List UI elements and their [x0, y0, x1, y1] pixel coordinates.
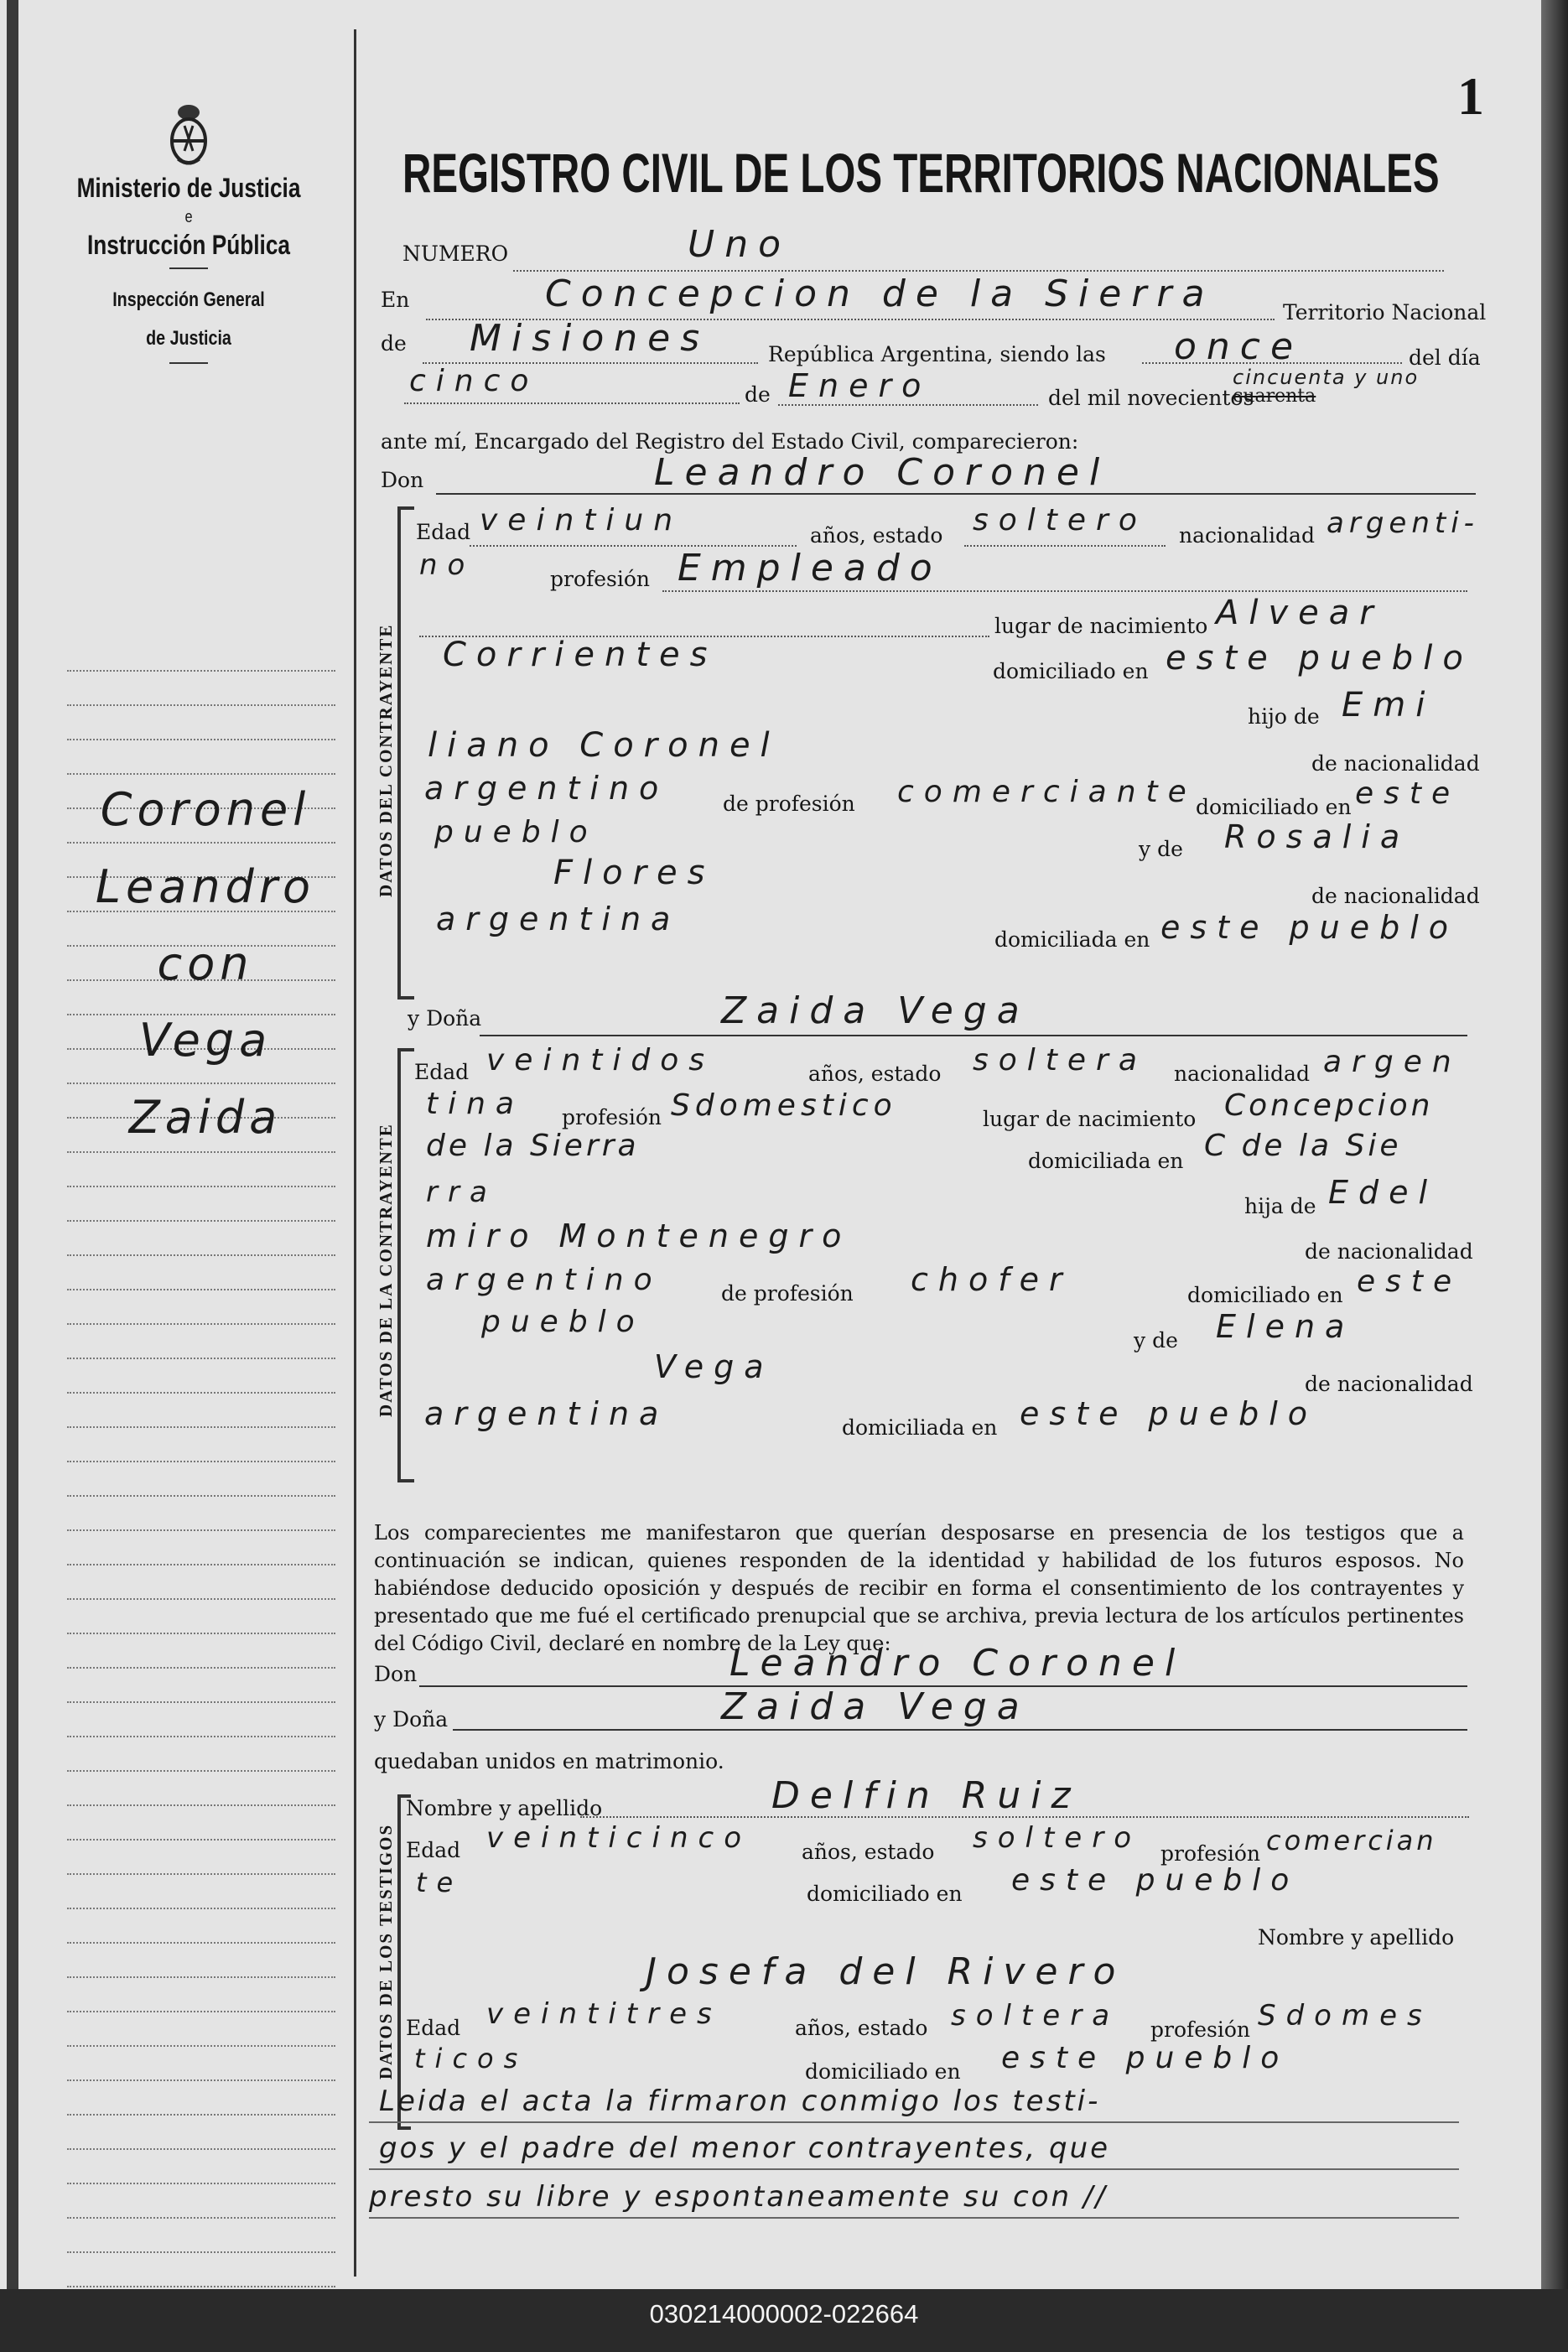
y-de-label: y de [1139, 837, 1183, 861]
anos-estado-label: años, estado [802, 1840, 935, 1864]
groom-father-cont: liano Coronel [428, 726, 780, 765]
don-label: Don [381, 468, 424, 492]
domiciliado-label: domiciliado en [1187, 1283, 1343, 1307]
year-written: cincuenta y uno [1233, 366, 1420, 389]
domiciliado-en-label: domiciliado en [1196, 795, 1352, 819]
witness2-profession-cont: ticos [414, 2043, 528, 2074]
bride-side-label: DATOS DE LA CONTRAYENTE [376, 1123, 396, 1417]
bride-mother-cont: Vega [654, 1348, 774, 1385]
closing-line: presto su libre y espontaneamente su con // [369, 2180, 1108, 2214]
writing-rule [369, 2168, 1459, 2170]
witness2-profession: Sdomes [1258, 1999, 1432, 2033]
anos-estado-label: años, estado [808, 1062, 942, 1086]
de-nacionalidad-label: de nacionalidad [1311, 884, 1480, 908]
groom-birthplace: Alvear [1216, 594, 1384, 632]
lugar-label: lugar de nacimiento [994, 614, 1208, 638]
bride-birthplace-cont: de la Sierra [426, 1129, 640, 1163]
bride-age: veintidos [486, 1043, 715, 1077]
margin-note-line: Zaida [128, 1091, 283, 1145]
dona-label: y Doña [408, 1006, 482, 1031]
name-rule [480, 1035, 1467, 1036]
profesion-label: profesión [1160, 1841, 1261, 1866]
domiciliado-label: domiciliado en [993, 659, 1149, 683]
bride-father-cont: miro Montenegro [426, 1218, 852, 1254]
witness-side-label: DATOS DE LOS TESTIGOS [376, 1823, 396, 2079]
bride-domicile-cont: rra [426, 1176, 497, 1209]
edad-label: Edad [414, 1060, 470, 1084]
domiciliado-label: domiciliado en [807, 1882, 963, 1906]
fill-line [964, 545, 1166, 547]
don-label: Don [374, 1662, 418, 1686]
numero-label: NUMERO [402, 241, 509, 266]
bride-father-domicile: este [1357, 1264, 1462, 1299]
de-nacionalidad-label: de nacionalidad [1305, 1239, 1473, 1264]
groom-name: Leandro Coronel [654, 451, 1110, 494]
de-nacionalidad-label: de nacionalidad [1305, 1372, 1473, 1396]
book-edge [1541, 0, 1568, 2289]
bride-status: soltera [973, 1043, 1147, 1077]
ministry-line-2: Instrucción Pública [86, 229, 291, 260]
del-mil-label: del mil novecientos [1048, 386, 1254, 410]
margin-rule [354, 29, 356, 2277]
bride-mother: Elena [1216, 1308, 1355, 1345]
fill-line [404, 402, 740, 404]
groom-father-profession: comerciante [897, 775, 1197, 809]
divider [169, 267, 208, 269]
day: cinco [409, 364, 539, 398]
profesion-label: profesión [550, 567, 651, 591]
ante-mi-text: ante mí, Encargado del Registro del Estado Civil, comparecieron: [381, 429, 1079, 454]
bride-father-profession: chofer [911, 1261, 1072, 1298]
hija-label: hija de [1244, 1194, 1316, 1218]
de-nacionalidad-label: de nacionalidad [1311, 751, 1480, 776]
record-number: Uno [688, 223, 792, 266]
margin-note-line: Leandro [95, 859, 316, 913]
groom-bracket [397, 506, 414, 999]
declared-groom: Leandro Coronel [729, 1642, 1186, 1685]
lugar-label: lugar de nacimiento [983, 1107, 1197, 1131]
domiciliada-label: domiciliada en [1028, 1149, 1184, 1173]
domiciliada-en-label: domiciliada en [842, 1415, 998, 1440]
nombre-label: Nombre y apellido [406, 1796, 603, 1820]
margin-note-line: Vega [138, 1014, 273, 1067]
witness1-name: Delfin Ruiz [771, 1774, 1081, 1817]
margin-annotation [75, 771, 335, 1156]
witness1-domicile: este pueblo [1011, 1863, 1300, 1898]
profesion-label: profesión [562, 1105, 662, 1129]
groom-mother-domicile: este pueblo [1160, 909, 1459, 946]
declared-bride: Zaida Vega [721, 1685, 1030, 1728]
bride-birthplace: Concepcion [1224, 1088, 1434, 1123]
witness2-status: soltera [951, 1999, 1120, 2033]
inspection-name [61, 281, 315, 357]
ministry-line-1: Ministerio de Justicia [76, 173, 301, 203]
bride-nationality: argen [1323, 1045, 1462, 1079]
de-profesion-label: de profesión [723, 792, 855, 816]
image-id: 030214000002-022664 [649, 2299, 919, 2329]
domiciliada-label: domiciliada en [994, 927, 1150, 952]
month: Enero [788, 367, 932, 404]
groom-mother-nationality: argentina [436, 901, 681, 937]
witness1-profession: comercian [1266, 1825, 1437, 1856]
republica-label: República Argentina, siendo las [768, 342, 1106, 366]
groom-birthplace-cont: Corrientes [443, 636, 718, 674]
quedaban-text: quedaban unidos en matrimonio. [374, 1749, 724, 1773]
page-title: REGISTRO CIVIL DE LOS TERRITORIOS NACIONALES [402, 142, 1440, 204]
witness2-domicile: este pueblo [1001, 2041, 1290, 2075]
bride-bracket [397, 1048, 414, 1482]
bride-father: Edel [1328, 1174, 1438, 1211]
en-label: En [381, 288, 410, 312]
witness1-status: soltero [973, 1821, 1141, 1855]
edad-label: Edad [406, 1838, 461, 1862]
territory: Misiones [470, 317, 710, 360]
ministry-name [61, 171, 315, 262]
witness1-age: veinticinco [486, 1821, 751, 1855]
y-de-label: y de [1134, 1328, 1178, 1353]
anos-estado-label: años, estado [810, 523, 943, 548]
divider [169, 362, 208, 364]
groom-profession: Empleado [678, 547, 942, 589]
closing-line: gos y el padre del menor contrayentes, que [379, 2131, 1111, 2165]
hour: once [1174, 325, 1304, 368]
groom-mother-cont: Flores [553, 854, 715, 892]
groom-father-nationality: argentino [424, 770, 669, 807]
witness2-age: veintitres [486, 1997, 722, 2031]
edad-label: Edad [416, 520, 471, 544]
hijo-label: hijo de [1248, 704, 1320, 729]
groom-mother: Rosalia [1224, 818, 1410, 855]
inspection-line-2: de Justicia [146, 326, 231, 350]
groom-father-domicile-cont: pueblo [434, 815, 598, 849]
bride-domicile: C de la Sie [1204, 1129, 1402, 1163]
nacionalidad-label: nacionalidad [1174, 1062, 1310, 1086]
de-label: de [381, 331, 407, 356]
territorio-label: Territorio Nacional [1283, 300, 1487, 325]
profesion-label: profesión [1150, 2017, 1251, 2042]
de-mes-label: de [745, 382, 771, 407]
edad-label: Edad [406, 2016, 461, 2040]
dona-label: y Doña [374, 1707, 449, 1732]
groom-age: veintiun [480, 503, 683, 537]
place: Concepcion de la Sierra [545, 273, 1215, 315]
fill-line [513, 270, 1444, 272]
nacionalidad-label: nacionalidad [1179, 523, 1315, 548]
groom-father-domicile: este [1355, 776, 1461, 811]
groom-side-label: DATOS DEL CONTRAYENTE [376, 623, 396, 897]
bride-mother-domicile: este pueblo [1020, 1395, 1318, 1432]
bride-profession: Sdomestico [671, 1088, 897, 1123]
fill-line [778, 404, 1038, 406]
groom-status: soltero [973, 503, 1147, 537]
ministry-connector: e [184, 207, 193, 226]
groom-nationality: argenti- [1327, 506, 1479, 540]
groom-nationality-cont: no [419, 548, 475, 582]
fill-line [662, 590, 1467, 592]
closing-line: Leida el acta la firmaron conmigo los testi- [379, 2085, 1101, 2118]
ministry-block [34, 101, 344, 369]
bride-name: Zaida Vega [721, 989, 1030, 1032]
bride-father-nationality: argentino [426, 1263, 662, 1297]
bride-father-domicile-cont: pueblo [481, 1305, 645, 1339]
de-profesion-label: de profesión [721, 1281, 854, 1306]
witness1-profession-cont: te [416, 1867, 464, 1898]
name-rule [453, 1729, 1467, 1731]
nombre-label: Nombre y apellido [1258, 1925, 1455, 1950]
page-number: 1 [1457, 66, 1484, 126]
bride-nationality-cont: tina [426, 1087, 524, 1121]
domiciliado-label: domiciliado en [805, 2059, 961, 2084]
margin-note-line: Coronel [100, 783, 311, 836]
margin-note-line: con [157, 937, 254, 990]
printed-year-struck: cuarenta [1233, 386, 1316, 407]
inspection-line-1: Inspección General [112, 288, 265, 312]
groom-father: Emi [1342, 686, 1436, 724]
writing-rule [369, 2217, 1459, 2219]
del-dia-label: del día [1409, 345, 1481, 370]
writing-rule [369, 2121, 1459, 2123]
bride-mother-nationality: argentina [424, 1395, 669, 1432]
declaration-paragraph: Los comparecientes me manifestaron que querían desposarse en presencia de los testigos que a continuación se indican, quienes responden de la identidad y habilidad de los futuros esposos. No habiéndose deducido oposición y después de recibir en forma el consentimiento de los contrayentes y presentado que me fué el certificado prenupcial que se archiva, previa lectura de los artículos pertinentes del Código Civil, declaré en nombre de la Ley que: [374, 1521, 1464, 1655]
coat-of-arms-emblem [164, 101, 213, 168]
witness2-name: Josefa del Rivero [646, 1950, 1126, 1993]
groom-domicile: este pueblo [1166, 639, 1473, 678]
anos-estado-label: años, estado [795, 2016, 928, 2040]
